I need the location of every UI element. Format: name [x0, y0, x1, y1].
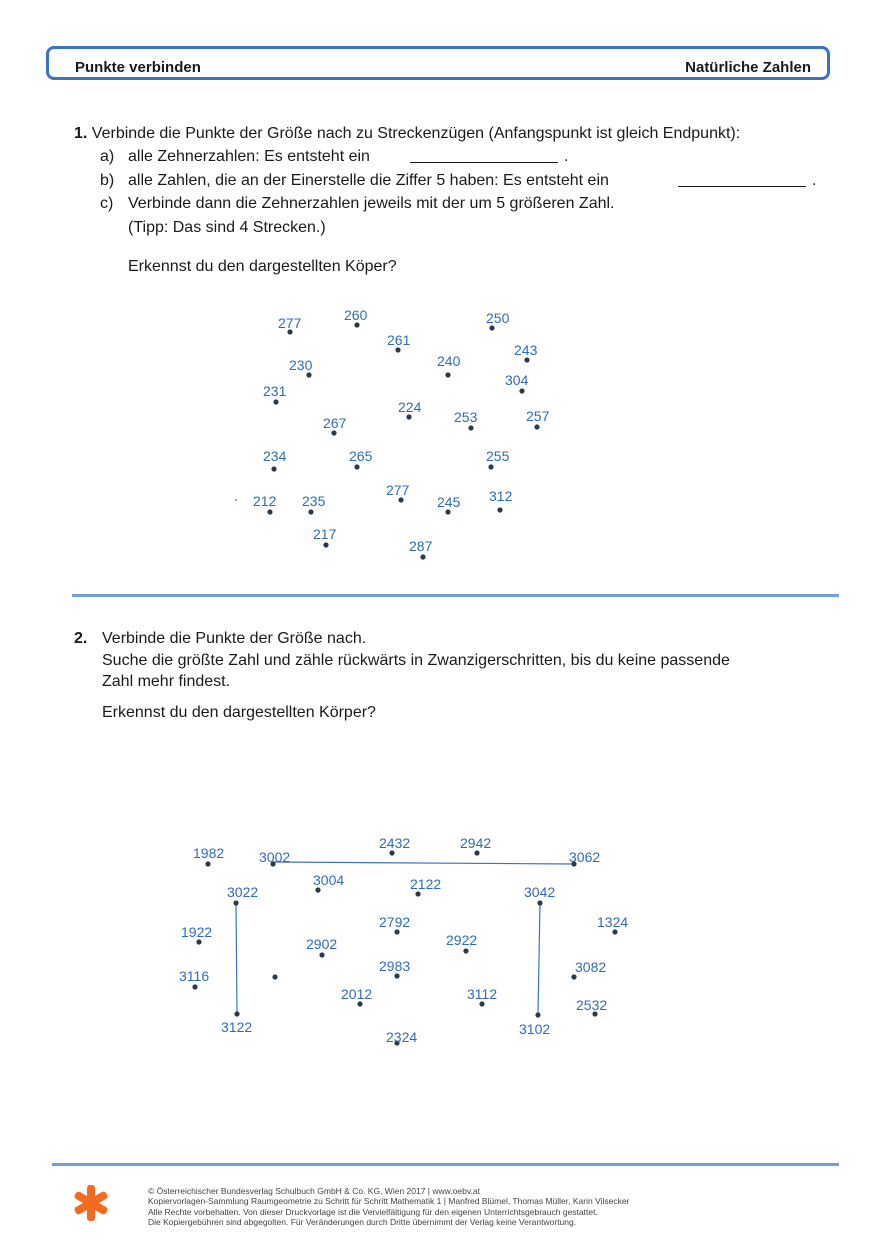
- task2-dot[interactable]: [612, 929, 617, 934]
- task2-line-left: [236, 903, 237, 1014]
- task1-dot-field: [253, 307, 550, 560]
- task2-dot[interactable]: [394, 973, 399, 978]
- task2-dot[interactable]: [389, 850, 394, 855]
- task2-dot[interactable]: [357, 1001, 362, 1006]
- task1-dot[interactable]: [306, 372, 311, 377]
- task1-dot[interactable]: [534, 424, 539, 429]
- task2-dot[interactable]: [479, 1001, 484, 1006]
- task1-c-text: Verbinde dann die Zehnerzahlen jeweils mit der um 5 größeren Zahl.: [128, 195, 615, 212]
- task2-dot-label: 2983: [379, 958, 411, 974]
- task1-dot-label: 245: [437, 494, 461, 510]
- task2-dot-label: 3004: [313, 872, 345, 888]
- task2-dot-label: 2012: [341, 986, 373, 1002]
- task2-dot-label: 2324: [386, 1029, 418, 1045]
- task1-dot-label: 257: [526, 408, 550, 424]
- task1-dot-label: 230: [289, 357, 313, 373]
- task1-dot[interactable]: [497, 507, 502, 512]
- task1-dot[interactable]: [267, 509, 272, 514]
- task2-dot-label: 2902: [306, 936, 338, 952]
- task2-line2: Suche die größte Zahl und zähle rückwärts in Zwanzigerschritten, bis du keine passende: [102, 652, 730, 669]
- task2-line1-text: Verbinde die Punkte der Größe nach.: [102, 630, 367, 647]
- task2-dot[interactable]: [272, 974, 277, 979]
- task2-number: 2.: [74, 630, 88, 647]
- task1-dot[interactable]: [398, 497, 403, 502]
- task2-dot[interactable]: [192, 984, 197, 989]
- task1-dot-label: 304: [505, 372, 529, 388]
- task1-dot-label: 212: [253, 493, 277, 509]
- task2-line-top: [273, 862, 574, 864]
- task1-dot-label: 250: [486, 310, 510, 326]
- task1-question: Erkennst du den dargestellten Köper?: [128, 258, 397, 275]
- task2-dot-label: 3022: [227, 884, 259, 900]
- task1-dot-label: 277: [278, 315, 302, 331]
- task2-dot-label: 3112: [467, 986, 498, 1002]
- footer-line-1: © Österreichischer Bundesverlag Schulbuch GmbH & Co. KG, Wien 2017 | www.oebv.at: [148, 1186, 480, 1196]
- task2-dot[interactable]: [463, 948, 468, 953]
- task2-dot[interactable]: [234, 1011, 239, 1016]
- task1-a-end: .: [564, 148, 569, 165]
- task2-dot[interactable]: [537, 900, 542, 905]
- task2-dot[interactable]: [233, 900, 238, 905]
- task1-dot-label: 267: [323, 415, 347, 431]
- task2-dot-label: 1982: [193, 845, 225, 861]
- task2-dot-label: 2792: [379, 914, 411, 930]
- task1-dot-label: 287: [409, 538, 433, 554]
- task1-b-text: alle Zahlen, die an der Einerstelle die Ziffer 5 haben: Es entsteht ein: [128, 172, 609, 189]
- task1-a-label: a): [100, 148, 115, 165]
- task1-b-label: b): [100, 172, 115, 189]
- task2-dot-label: 3102: [519, 1021, 551, 1037]
- task2-dot-field: [179, 835, 628, 1046]
- footer-copyright: [148, 1186, 629, 1227]
- task1-dot-label: 243: [514, 342, 538, 358]
- task2-line3: Zahl mehr findest.: [102, 673, 231, 690]
- task1-dot[interactable]: [354, 464, 359, 469]
- task1-dot-label: 234: [263, 448, 287, 464]
- task2-dot-label: 3116: [179, 968, 210, 984]
- header-title: Punkte verbinden: [75, 59, 201, 76]
- task1-dot[interactable]: [488, 464, 493, 469]
- task2-dot-label: 3002: [259, 849, 291, 865]
- task1-a-text: alle Zehnerzahlen: Es entsteht ein: [128, 148, 370, 165]
- task2-dot[interactable]: [394, 929, 399, 934]
- task2-dot[interactable]: [319, 952, 324, 957]
- task2-dot[interactable]: [474, 850, 479, 855]
- task2-dot-label: 2942: [460, 835, 492, 851]
- task1-dot[interactable]: [489, 325, 494, 330]
- task1-dot-label: 253: [454, 409, 478, 425]
- task1-tip: (Tipp: Das sind 4 Strecken.): [128, 219, 326, 236]
- task2-dot[interactable]: [415, 891, 420, 896]
- task2-dot[interactable]: [205, 861, 210, 866]
- task1-number: 1.: [74, 125, 88, 142]
- task1-dot[interactable]: [519, 388, 524, 393]
- task1-dot[interactable]: [395, 347, 400, 352]
- task1-dot[interactable]: [468, 425, 473, 430]
- task1-dot-label: 217: [313, 526, 337, 542]
- task1-dot-label: 261: [387, 332, 411, 348]
- task2-dot-label: 3082: [575, 959, 607, 975]
- task1-dot[interactable]: [354, 322, 359, 327]
- task1-c-label: c): [100, 195, 114, 212]
- task2-dot-label: 2122: [410, 876, 442, 892]
- task2-question: Erkennst du den dargestellten Körper?: [102, 704, 376, 721]
- task1-b-end: .: [812, 172, 817, 189]
- task1-dot[interactable]: [420, 554, 425, 559]
- task1-dot-label: 312: [489, 488, 513, 504]
- footer-line-3: Alle Rechte vorbehalten. Von dieser Druckvorlage ist die Vervielfältigung für den eigenen Unterrichtsgebrauch gestattet.: [148, 1206, 598, 1217]
- task1-dot[interactable]: [331, 430, 336, 435]
- task1-dot-label: 265: [349, 448, 373, 464]
- task2-dot-label: 3062: [569, 849, 601, 865]
- task2-dot-label: 2432: [379, 835, 411, 851]
- task2-dot[interactable]: [535, 1012, 540, 1017]
- task1-dot-label: 231: [263, 383, 287, 399]
- task1-dot-label: 277: [386, 482, 410, 498]
- footer-line-2: Kopiervorlagen-Sammlung Raumgeometrie zu Schritt für Schritt Mathematik 1 | Manfred Blümel, Thomas Müller, Karin Vilsecker: [148, 1196, 630, 1207]
- task2-dot[interactable]: [315, 887, 320, 892]
- task2-dot-label: 1324: [597, 914, 629, 930]
- task2-dot-label: 3042: [524, 884, 556, 900]
- publisher-logo-icon: [72, 1184, 110, 1222]
- task1-dot-label: 260: [344, 307, 368, 323]
- task1-intro: Verbinde die Punkte der Größe nach zu Streckenzügen (Anfangspunkt ist gleich Endpunkt):: [91, 125, 741, 142]
- task2-dot-label: 2532: [576, 997, 608, 1013]
- footer-line-4: Die Kopiergebühren sind abgegolten. Für Veränderungen durch Dritte übernimmt der Verlag keine Verantwortung.: [148, 1216, 577, 1227]
- footer-divider: [52, 1163, 839, 1166]
- task1-dot[interactable]: [406, 414, 411, 419]
- task1-dot[interactable]: [271, 466, 276, 471]
- task2-dot-label: 2922: [446, 932, 478, 948]
- task1-dot[interactable]: [273, 399, 278, 404]
- task1-dot-label: 235: [302, 493, 326, 509]
- task1-dot[interactable]: [445, 509, 450, 514]
- task2-dot-label: 3122: [221, 1019, 253, 1035]
- task1-dot-label: 240: [437, 353, 461, 369]
- task1-dot[interactable]: [308, 509, 313, 514]
- stray-mark: [235, 499, 237, 501]
- task2-dot-label: 1922: [181, 924, 213, 940]
- task2-dot[interactable]: [571, 974, 576, 979]
- task1-dot-label: 255: [486, 448, 510, 464]
- task2-dot[interactable]: [196, 939, 201, 944]
- task1-dot[interactable]: [445, 372, 450, 377]
- header-topic: Natürliche Zahlen: [685, 59, 811, 76]
- task2-line-right: [538, 903, 540, 1015]
- task1-dot[interactable]: [323, 542, 328, 547]
- task1-dot[interactable]: [524, 357, 529, 362]
- task1-dot-label: 224: [398, 399, 422, 415]
